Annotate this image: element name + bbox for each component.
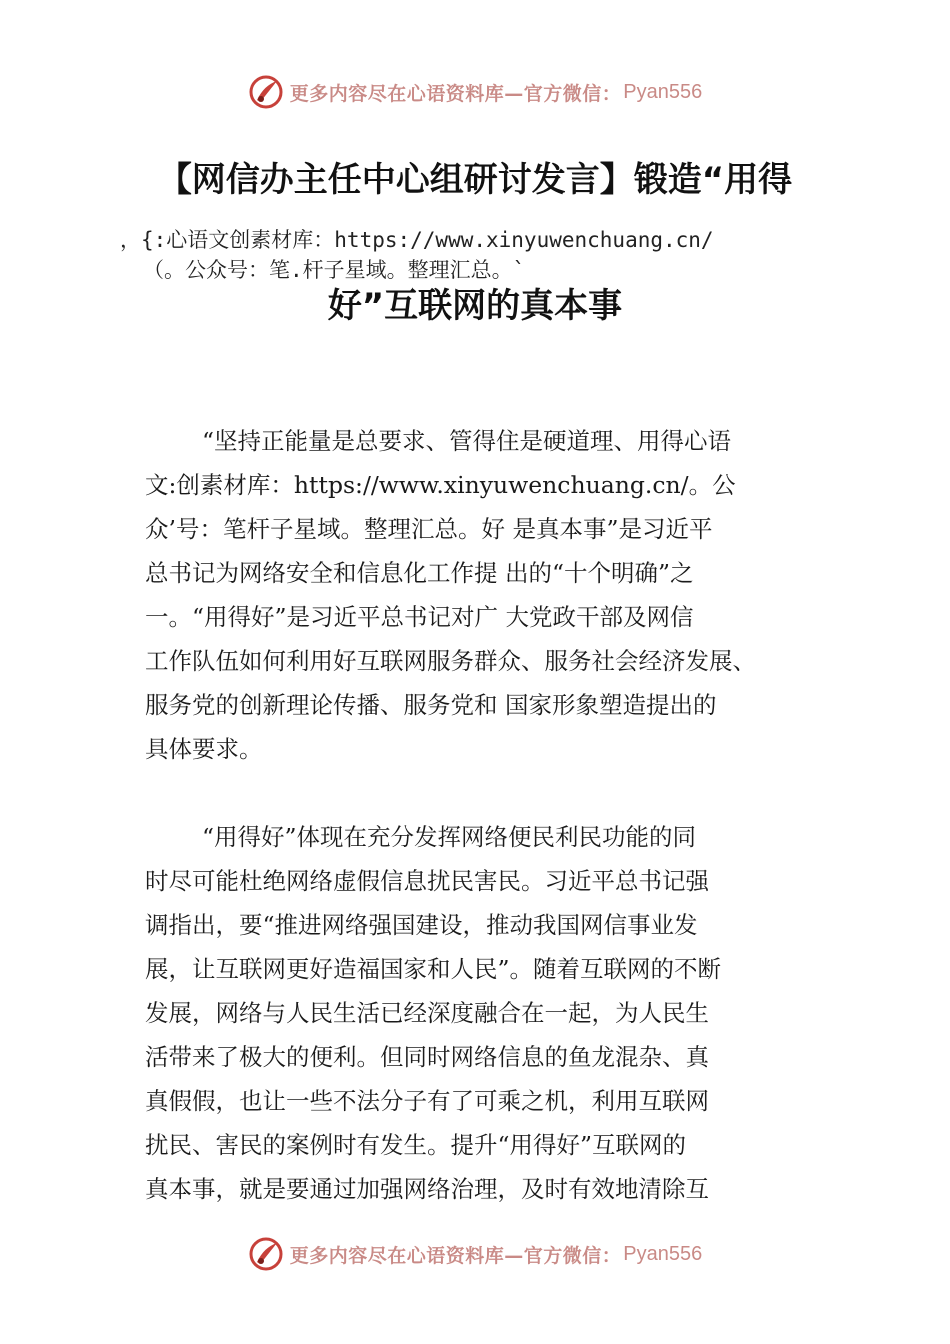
paragraph-line: 文:创素材库：https://www.xinyuwenchuang.cn/。公	[145, 471, 736, 499]
paragraph-line: 众’号：笔杆子星域。整理汇总。好 是真本事”是习近平	[145, 515, 713, 543]
paragraph-line: 真本事，就是要通过加强网络治理，及时有效地清除互	[145, 1175, 709, 1203]
paragraph-line: 工作队伍如何利用好互联网服务群众、服务社会经济发展、	[145, 647, 756, 675]
paragraph-line: 服务党的创新理论传播、服务党和 国家形象塑造提出的	[145, 691, 717, 719]
brush-logo-icon	[248, 74, 284, 110]
paragraph-line: 一。“用得好”是习近平总书记对广 大党政干部及网信	[145, 603, 694, 631]
paragraph-line: 时尽可能杜绝网络虚假信息扰民害民。习近平总书记强	[145, 867, 709, 895]
paragraph-line: 总书记为网络安全和信息化工作提 出的“十个明确”之	[145, 559, 694, 587]
paragraph-line: 真假假，也让一些不法分子有了可乘之机，利用互联网	[145, 1087, 709, 1115]
watermark-overlay-line2: （。公众号：笔.杆子星域。整理汇总。`	[143, 258, 526, 282]
footer-banner	[0, 1232, 950, 1276]
brush-logo-icon	[248, 1236, 284, 1272]
paragraph-line: 具体要求。	[145, 735, 263, 763]
header-banner	[0, 70, 950, 114]
paragraph-line: 扰民、害民的案例时有发生。提升“用得好”互联网的	[145, 1131, 687, 1159]
paragraph-line: 发展，网络与人民生活已经深度融合在一起，为人民生	[145, 999, 709, 1027]
paragraph-line: “坚持正能量是总要求、管得住是硬道理、用得心语	[202, 427, 732, 455]
body-paragraph-2	[145, 815, 845, 1211]
paragraph-line: 调指出，要“推进网络强国建设，推动我国网信事业发	[145, 911, 698, 939]
paragraph-line: 活带来了极大的便利。但同时网络信息的鱼龙混杂、真	[145, 1043, 709, 1071]
banner-wechat-id: Pyan556	[623, 1242, 703, 1265]
document-title-line1: 【网信办主任中心组研讨发言】锻造“用得	[157, 160, 793, 200]
watermark-overlay-line1: ，{:心语文创素材库：https://www.xinyuwenchuang.cn/	[120, 228, 714, 252]
paragraph-line: 展，让互联网更好造福国家和人民”。随着互联网的不断	[145, 955, 722, 983]
banner-text: 更多内容尽在心语资料库—官方微信：	[289, 1244, 622, 1267]
banner-text: 更多内容尽在心语资料库—官方微信：	[289, 82, 622, 105]
document-title-line2: 好”互联网的真本事	[327, 286, 623, 326]
body-paragraph-1	[145, 419, 845, 771]
paragraph-line: “用得好”体现在充分发挥网络便民利民功能的同	[202, 823, 697, 851]
banner-wechat-id: Pyan556	[623, 80, 703, 103]
